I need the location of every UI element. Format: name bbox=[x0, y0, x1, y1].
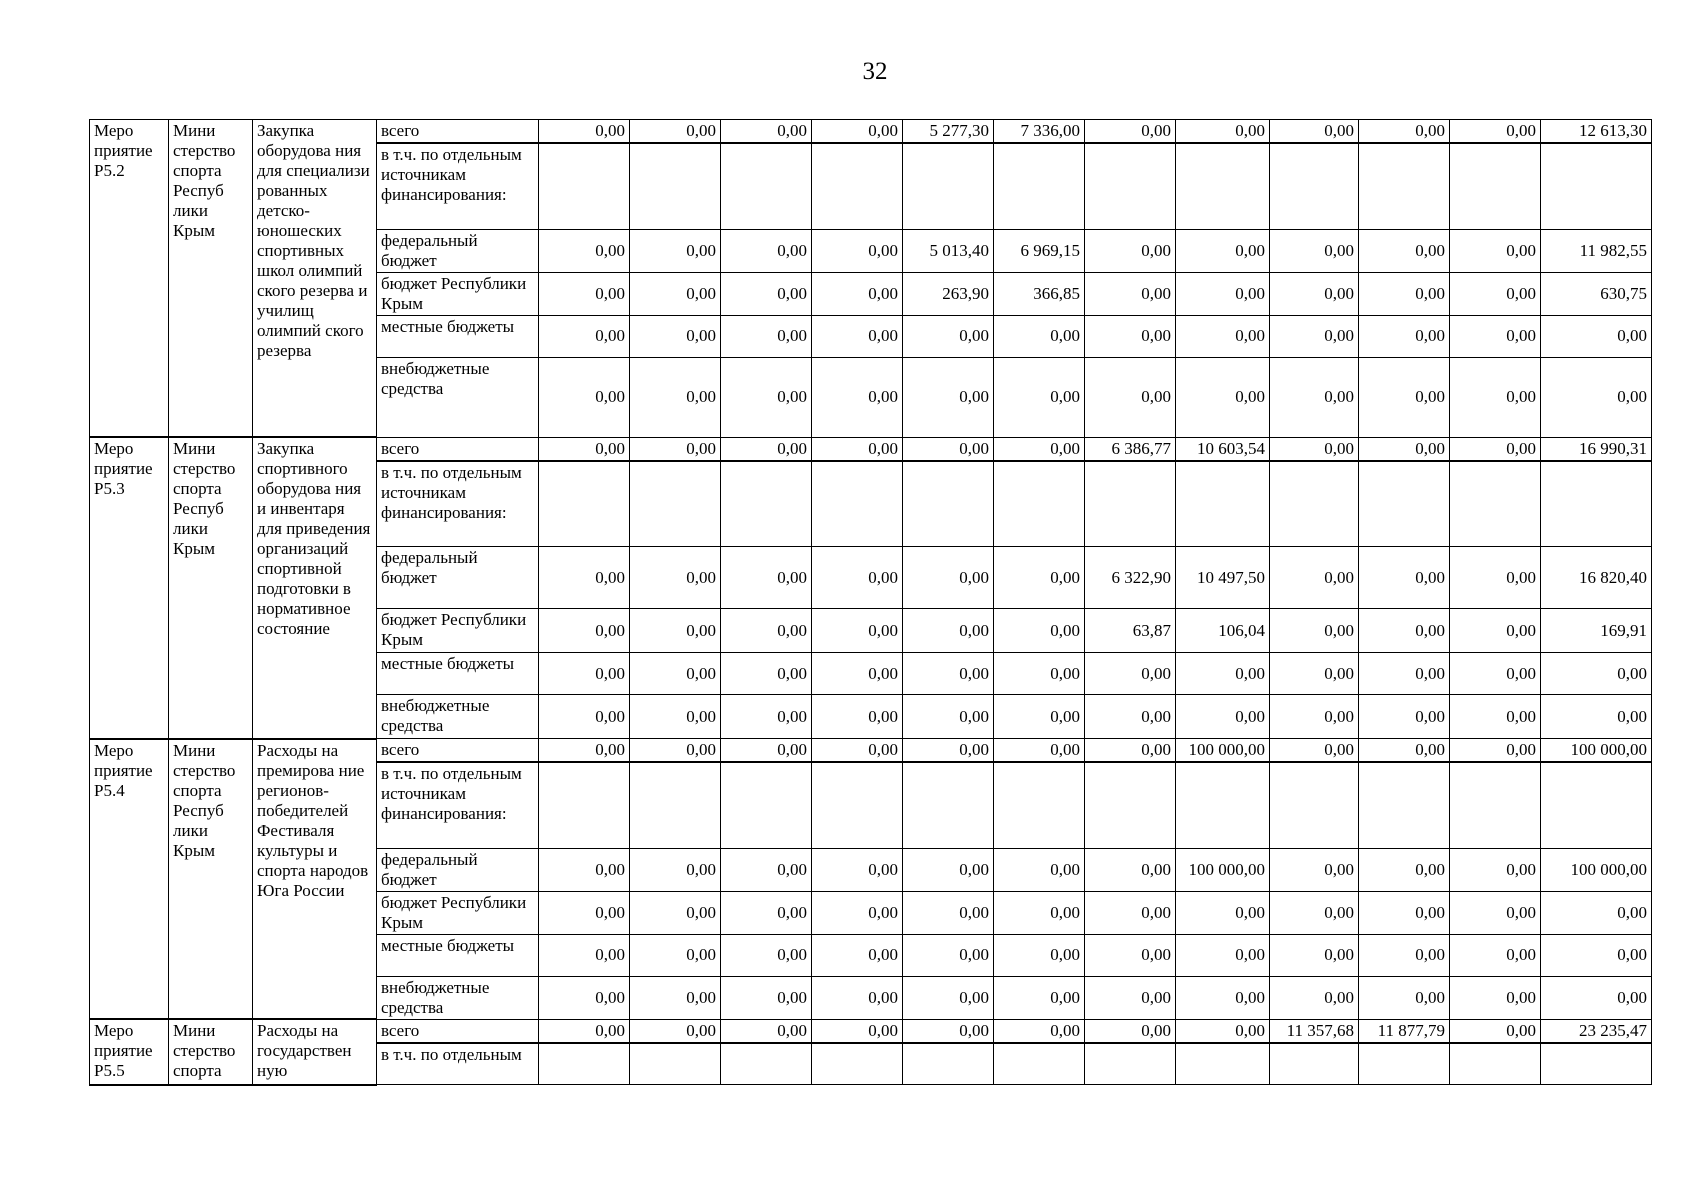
amount-cell: 0,00 bbox=[994, 976, 1085, 1019]
amount-cell: 100 000,00 bbox=[1176, 739, 1270, 763]
amount-cell bbox=[1085, 461, 1176, 547]
amount-cell: 0,00 bbox=[994, 437, 1085, 461]
amount-cell: 0,00 bbox=[1541, 357, 1652, 437]
amount-cell: 0,00 bbox=[994, 653, 1085, 695]
amount-cell: 0,00 bbox=[539, 272, 630, 315]
amount-cell bbox=[1450, 1043, 1541, 1085]
amount-cell: 63,87 bbox=[1085, 609, 1176, 653]
amount-cell: 0,00 bbox=[539, 976, 630, 1019]
amount-cell bbox=[1541, 1043, 1652, 1085]
amount-cell: 0,00 bbox=[903, 976, 994, 1019]
amount-cell: 0,00 bbox=[1450, 739, 1541, 763]
amount-cell: 0,00 bbox=[1359, 272, 1450, 315]
amount-cell: 0,00 bbox=[1270, 315, 1359, 357]
amount-cell bbox=[1085, 762, 1176, 848]
amount-cell bbox=[1359, 461, 1450, 547]
amount-cell: 0,00 bbox=[903, 1019, 994, 1043]
amount-cell: 0,00 bbox=[1270, 848, 1359, 891]
amount-cell: 0,00 bbox=[1450, 848, 1541, 891]
amount-cell: 0,00 bbox=[630, 1019, 721, 1043]
amount-cell: 0,00 bbox=[812, 609, 903, 653]
measure-id: Меро приятие Р5.5 bbox=[90, 1019, 169, 1085]
measure-description: Закупка спортивного оборудова ния и инвентаря для приведения организаций спортивной подготовки в нормативное состояние bbox=[253, 437, 377, 739]
amount-cell bbox=[1541, 762, 1652, 848]
amount-cell: 0,00 bbox=[630, 934, 721, 976]
amount-cell: 0,00 bbox=[721, 891, 812, 934]
amount-cell bbox=[1085, 143, 1176, 229]
amount-cell: 0,00 bbox=[1541, 653, 1652, 695]
amount-cell: 0,00 bbox=[721, 739, 812, 763]
amount-cell: 0,00 bbox=[539, 315, 630, 357]
amount-cell: 23 235,47 bbox=[1541, 1019, 1652, 1043]
amount-cell: 0,00 bbox=[1085, 934, 1176, 976]
amount-cell: 0,00 bbox=[1270, 272, 1359, 315]
amount-cell: 0,00 bbox=[812, 1019, 903, 1043]
amount-cell: 0,00 bbox=[1270, 653, 1359, 695]
amount-cell: 0,00 bbox=[903, 891, 994, 934]
amount-cell bbox=[994, 1043, 1085, 1085]
amount-cell: 0,00 bbox=[630, 891, 721, 934]
measure-total-row bbox=[90, 120, 1652, 144]
funding-source: всего bbox=[377, 120, 539, 144]
amount-cell: 0,00 bbox=[1359, 315, 1450, 357]
amount-cell: 0,00 bbox=[1359, 934, 1450, 976]
amount-cell: 0,00 bbox=[812, 120, 903, 144]
amount-cell bbox=[903, 143, 994, 229]
amount-cell: 366,85 bbox=[994, 272, 1085, 315]
amount-cell: 0,00 bbox=[1085, 315, 1176, 357]
measure-total-row bbox=[90, 739, 1652, 763]
measure-description: Закупка оборудова ния для специализи рованных детско-юношеских спортивных школ олимпий ского резерва и училищ олимпий ского резерва bbox=[253, 120, 377, 438]
amount-cell: 0,00 bbox=[812, 976, 903, 1019]
amount-cell bbox=[630, 143, 721, 229]
amount-cell: 0,00 bbox=[1541, 315, 1652, 357]
amount-cell: 0,00 bbox=[812, 934, 903, 976]
amount-cell: 0,00 bbox=[539, 1019, 630, 1043]
amount-cell: 0,00 bbox=[1085, 848, 1176, 891]
amount-cell bbox=[539, 143, 630, 229]
amount-cell bbox=[994, 461, 1085, 547]
amount-cell: 0,00 bbox=[812, 272, 903, 315]
amount-cell: 7 336,00 bbox=[994, 120, 1085, 144]
amount-cell bbox=[1176, 762, 1270, 848]
amount-cell: 0,00 bbox=[630, 695, 721, 739]
amount-cell: 0,00 bbox=[1176, 357, 1270, 437]
amount-cell: 0,00 bbox=[994, 934, 1085, 976]
amount-cell: 0,00 bbox=[630, 229, 721, 272]
amount-cell: 0,00 bbox=[1450, 272, 1541, 315]
amount-cell: 0,00 bbox=[1176, 1019, 1270, 1043]
amount-cell bbox=[994, 143, 1085, 229]
amount-cell: 0,00 bbox=[1176, 934, 1270, 976]
amount-cell: 0,00 bbox=[1270, 609, 1359, 653]
amount-cell: 0,00 bbox=[1450, 120, 1541, 144]
measure-executor: Мини стерство спорта bbox=[169, 1019, 253, 1085]
amount-cell: 0,00 bbox=[812, 229, 903, 272]
amount-cell: 0,00 bbox=[721, 315, 812, 357]
amount-cell bbox=[1270, 461, 1359, 547]
amount-cell bbox=[903, 762, 994, 848]
amount-cell bbox=[1270, 143, 1359, 229]
amount-cell: 0,00 bbox=[539, 848, 630, 891]
amount-cell bbox=[1450, 762, 1541, 848]
measure-executor: Мини стерство спорта Респуб лики Крым bbox=[169, 120, 253, 438]
amount-cell: 0,00 bbox=[1085, 229, 1176, 272]
amount-cell: 0,00 bbox=[1270, 934, 1359, 976]
amount-cell bbox=[1450, 461, 1541, 547]
amount-cell: 0,00 bbox=[1085, 739, 1176, 763]
amount-cell: 0,00 bbox=[721, 547, 812, 609]
amount-cell bbox=[1541, 143, 1652, 229]
amount-cell: 0,00 bbox=[1359, 653, 1450, 695]
amount-cell: 0,00 bbox=[721, 357, 812, 437]
table-body bbox=[90, 120, 1652, 1085]
amount-cell: 0,00 bbox=[1359, 695, 1450, 739]
amount-cell: 0,00 bbox=[630, 357, 721, 437]
amount-cell: 630,75 bbox=[1541, 272, 1652, 315]
amount-cell: 16 990,31 bbox=[1541, 437, 1652, 461]
amount-cell: 0,00 bbox=[903, 695, 994, 739]
amount-cell: 6 386,77 bbox=[1085, 437, 1176, 461]
amount-cell: 0,00 bbox=[1176, 272, 1270, 315]
amount-cell: 0,00 bbox=[1176, 695, 1270, 739]
amount-cell: 0,00 bbox=[1270, 891, 1359, 934]
amount-cell bbox=[1359, 762, 1450, 848]
amount-cell: 0,00 bbox=[1270, 437, 1359, 461]
funding-source: местные бюджеты bbox=[377, 315, 539, 357]
amount-cell: 0,00 bbox=[721, 976, 812, 1019]
amount-cell bbox=[812, 461, 903, 547]
amount-cell: 0,00 bbox=[1359, 609, 1450, 653]
amount-cell: 0,00 bbox=[630, 653, 721, 695]
amount-cell: 0,00 bbox=[630, 609, 721, 653]
funding-source: внебюджетные средства bbox=[377, 357, 539, 437]
amount-cell: 0,00 bbox=[721, 653, 812, 695]
amount-cell: 0,00 bbox=[1176, 976, 1270, 1019]
amount-cell: 0,00 bbox=[1359, 437, 1450, 461]
amount-cell: 0,00 bbox=[1359, 120, 1450, 144]
amount-cell: 0,00 bbox=[903, 739, 994, 763]
amount-cell: 0,00 bbox=[1176, 653, 1270, 695]
amount-cell bbox=[721, 1043, 812, 1085]
funding-source: бюджет Республики Крым bbox=[377, 891, 539, 934]
amount-cell: 0,00 bbox=[539, 609, 630, 653]
amount-cell: 0,00 bbox=[630, 739, 721, 763]
amount-cell bbox=[1270, 762, 1359, 848]
amount-cell: 0,00 bbox=[1176, 120, 1270, 144]
amount-cell: 0,00 bbox=[994, 695, 1085, 739]
amount-cell: 0,00 bbox=[1270, 357, 1359, 437]
amount-cell: 0,00 bbox=[1541, 934, 1652, 976]
amount-cell: 0,00 bbox=[721, 437, 812, 461]
amount-cell: 106,04 bbox=[1176, 609, 1270, 653]
amount-cell: 0,00 bbox=[903, 848, 994, 891]
amount-cell: 0,00 bbox=[812, 848, 903, 891]
amount-cell: 0,00 bbox=[630, 848, 721, 891]
amount-cell: 10 603,54 bbox=[1176, 437, 1270, 461]
amount-cell: 0,00 bbox=[903, 547, 994, 609]
amount-cell: 0,00 bbox=[1270, 547, 1359, 609]
amount-cell: 0,00 bbox=[721, 272, 812, 315]
amount-cell: 0,00 bbox=[721, 229, 812, 272]
amount-cell: 0,00 bbox=[1085, 891, 1176, 934]
amount-cell bbox=[539, 1043, 630, 1085]
amount-cell: 0,00 bbox=[630, 976, 721, 1019]
amount-cell: 0,00 bbox=[1270, 120, 1359, 144]
amount-cell bbox=[903, 1043, 994, 1085]
amount-cell: 0,00 bbox=[812, 653, 903, 695]
amount-cell: 0,00 bbox=[1085, 272, 1176, 315]
amount-cell: 0,00 bbox=[539, 547, 630, 609]
amount-cell: 100 000,00 bbox=[1541, 848, 1652, 891]
amount-cell: 0,00 bbox=[1085, 695, 1176, 739]
amount-cell: 5 277,30 bbox=[903, 120, 994, 144]
amount-cell: 0,00 bbox=[539, 120, 630, 144]
amount-cell bbox=[812, 143, 903, 229]
funding-source: в т.ч. по отдельным источникам финансирования: bbox=[377, 143, 539, 229]
amount-cell: 0,00 bbox=[539, 229, 630, 272]
amount-cell: 0,00 bbox=[539, 437, 630, 461]
amount-cell: 0,00 bbox=[1085, 976, 1176, 1019]
budget-table bbox=[89, 119, 1652, 1086]
amount-cell: 0,00 bbox=[1085, 357, 1176, 437]
amount-cell: 0,00 bbox=[1450, 695, 1541, 739]
amount-cell: 0,00 bbox=[903, 653, 994, 695]
amount-cell bbox=[630, 461, 721, 547]
funding-source: в т.ч. по отдельным источникам финансирования: bbox=[377, 762, 539, 848]
measure-description: Расходы на государствен ную bbox=[253, 1019, 377, 1085]
amount-cell: 10 497,50 bbox=[1176, 547, 1270, 609]
amount-cell: 0,00 bbox=[1176, 891, 1270, 934]
measure-total-row bbox=[90, 437, 1652, 461]
measure-total-row bbox=[90, 1019, 1652, 1043]
amount-cell: 16 820,40 bbox=[1541, 547, 1652, 609]
amount-cell: 0,00 bbox=[721, 695, 812, 739]
amount-cell: 0,00 bbox=[903, 609, 994, 653]
amount-cell: 0,00 bbox=[994, 891, 1085, 934]
amount-cell: 0,00 bbox=[1270, 739, 1359, 763]
amount-cell: 0,00 bbox=[994, 848, 1085, 891]
funding-source: всего bbox=[377, 437, 539, 461]
amount-cell: 0,00 bbox=[1176, 315, 1270, 357]
amount-cell: 0,00 bbox=[1359, 739, 1450, 763]
amount-cell: 0,00 bbox=[1541, 891, 1652, 934]
amount-cell: 0,00 bbox=[994, 357, 1085, 437]
measure-id: Меро приятие Р5.3 bbox=[90, 437, 169, 739]
amount-cell: 0,00 bbox=[1450, 437, 1541, 461]
funding-source: бюджет Республики Крым bbox=[377, 272, 539, 315]
funding-source: федеральный бюджет bbox=[377, 848, 539, 891]
amount-cell: 0,00 bbox=[1541, 976, 1652, 1019]
amount-cell: 0,00 bbox=[721, 848, 812, 891]
funding-source: всего bbox=[377, 739, 539, 763]
funding-source: местные бюджеты bbox=[377, 934, 539, 976]
amount-cell bbox=[1450, 143, 1541, 229]
amount-cell: 0,00 bbox=[1270, 976, 1359, 1019]
funding-source: внебюджетные средства bbox=[377, 976, 539, 1019]
amount-cell: 0,00 bbox=[812, 315, 903, 357]
amount-cell: 0,00 bbox=[994, 315, 1085, 357]
amount-cell: 0,00 bbox=[903, 437, 994, 461]
amount-cell: 0,00 bbox=[630, 547, 721, 609]
amount-cell: 0,00 bbox=[1450, 229, 1541, 272]
amount-cell: 0,00 bbox=[1450, 891, 1541, 934]
amount-cell: 0,00 bbox=[1450, 653, 1541, 695]
amount-cell: 0,00 bbox=[1359, 357, 1450, 437]
amount-cell: 0,00 bbox=[1450, 976, 1541, 1019]
amount-cell: 263,90 bbox=[903, 272, 994, 315]
amount-cell bbox=[1359, 1043, 1450, 1085]
amount-cell: 0,00 bbox=[1359, 229, 1450, 272]
amount-cell bbox=[1359, 143, 1450, 229]
amount-cell: 0,00 bbox=[539, 934, 630, 976]
funding-source: федеральный бюджет bbox=[377, 229, 539, 272]
funding-source: в т.ч. по отдельным источникам финансирования: bbox=[377, 461, 539, 547]
amount-cell bbox=[539, 762, 630, 848]
amount-cell: 0,00 bbox=[630, 272, 721, 315]
amount-cell: 0,00 bbox=[721, 609, 812, 653]
amount-cell: 0,00 bbox=[812, 437, 903, 461]
amount-cell: 0,00 bbox=[1359, 848, 1450, 891]
amount-cell: 0,00 bbox=[630, 120, 721, 144]
amount-cell bbox=[1176, 461, 1270, 547]
amount-cell: 0,00 bbox=[1450, 315, 1541, 357]
amount-cell: 0,00 bbox=[994, 739, 1085, 763]
amount-cell: 0,00 bbox=[1085, 120, 1176, 144]
amount-cell: 0,00 bbox=[903, 357, 994, 437]
amount-cell: 0,00 bbox=[1085, 1019, 1176, 1043]
amount-cell: 6 322,90 bbox=[1085, 547, 1176, 609]
amount-cell bbox=[630, 1043, 721, 1085]
amount-cell: 100 000,00 bbox=[1541, 739, 1652, 763]
amount-cell: 0,00 bbox=[812, 891, 903, 934]
amount-cell: 0,00 bbox=[539, 739, 630, 763]
amount-cell bbox=[812, 762, 903, 848]
amount-cell: 6 969,15 bbox=[994, 229, 1085, 272]
amount-cell: 169,91 bbox=[1541, 609, 1652, 653]
amount-cell bbox=[539, 461, 630, 547]
amount-cell: 0,00 bbox=[1270, 695, 1359, 739]
amount-cell: 11 357,68 bbox=[1270, 1019, 1359, 1043]
amount-cell bbox=[721, 762, 812, 848]
amount-cell: 0,00 bbox=[539, 357, 630, 437]
amount-cell bbox=[630, 762, 721, 848]
amount-cell: 0,00 bbox=[1359, 547, 1450, 609]
amount-cell: 11 982,55 bbox=[1541, 229, 1652, 272]
amount-cell: 0,00 bbox=[721, 1019, 812, 1043]
amount-cell: 0,00 bbox=[630, 315, 721, 357]
amount-cell: 0,00 bbox=[812, 357, 903, 437]
amount-cell: 0,00 bbox=[903, 315, 994, 357]
amount-cell: 0,00 bbox=[1450, 934, 1541, 976]
amount-cell: 0,00 bbox=[994, 547, 1085, 609]
funding-source: в т.ч. по отдельным bbox=[377, 1043, 539, 1085]
amount-cell: 0,00 bbox=[812, 695, 903, 739]
amount-cell bbox=[903, 461, 994, 547]
amount-cell: 0,00 bbox=[630, 437, 721, 461]
amount-cell: 0,00 bbox=[539, 653, 630, 695]
funding-source: федеральный бюджет bbox=[377, 547, 539, 609]
amount-cell bbox=[1270, 1043, 1359, 1085]
amount-cell bbox=[721, 143, 812, 229]
amount-cell: 0,00 bbox=[1270, 229, 1359, 272]
amount-cell: 0,00 bbox=[1085, 653, 1176, 695]
measure-id: Меро приятие Р5.4 bbox=[90, 739, 169, 1020]
amount-cell bbox=[721, 461, 812, 547]
amount-cell bbox=[994, 762, 1085, 848]
amount-cell: 0,00 bbox=[539, 695, 630, 739]
measure-id: Меро приятие Р5.2 bbox=[90, 120, 169, 438]
amount-cell: 0,00 bbox=[1450, 609, 1541, 653]
amount-cell: 0,00 bbox=[903, 934, 994, 976]
amount-cell: 0,00 bbox=[721, 934, 812, 976]
measure-description: Расходы на премирова ние регионов-победителей Фестиваля культуры и спорта народов Юга России bbox=[253, 739, 377, 1020]
amount-cell: 0,00 bbox=[1359, 891, 1450, 934]
amount-cell bbox=[1176, 1043, 1270, 1085]
amount-cell: 0,00 bbox=[1176, 229, 1270, 272]
amount-cell bbox=[1085, 1043, 1176, 1085]
amount-cell bbox=[1541, 461, 1652, 547]
measure-executor: Мини стерство спорта Респуб лики Крым bbox=[169, 739, 253, 1020]
amount-cell: 0,00 bbox=[1450, 547, 1541, 609]
amount-cell: 0,00 bbox=[994, 609, 1085, 653]
amount-cell: 0,00 bbox=[812, 547, 903, 609]
measure-executor: Мини стерство спорта Респуб лики Крым bbox=[169, 437, 253, 739]
amount-cell: 12 613,30 bbox=[1541, 120, 1652, 144]
amount-cell: 100 000,00 bbox=[1176, 848, 1270, 891]
amount-cell: 0,00 bbox=[1541, 695, 1652, 739]
amount-cell bbox=[1176, 143, 1270, 229]
amount-cell: 5 013,40 bbox=[903, 229, 994, 272]
funding-source: бюджет Республики Крым bbox=[377, 609, 539, 653]
amount-cell: 0,00 bbox=[994, 1019, 1085, 1043]
amount-cell: 0,00 bbox=[539, 891, 630, 934]
amount-cell bbox=[812, 1043, 903, 1085]
amount-cell: 0,00 bbox=[721, 120, 812, 144]
funding-source: всего bbox=[377, 1019, 539, 1043]
page-number: 32 bbox=[862, 58, 888, 85]
funding-source: внебюджетные средства bbox=[377, 695, 539, 739]
amount-cell: 11 877,79 bbox=[1359, 1019, 1450, 1043]
amount-cell: 0,00 bbox=[1359, 976, 1450, 1019]
amount-cell: 0,00 bbox=[1450, 1019, 1541, 1043]
amount-cell: 0,00 bbox=[1450, 357, 1541, 437]
amount-cell: 0,00 bbox=[812, 739, 903, 763]
funding-source: местные бюджеты bbox=[377, 653, 539, 695]
